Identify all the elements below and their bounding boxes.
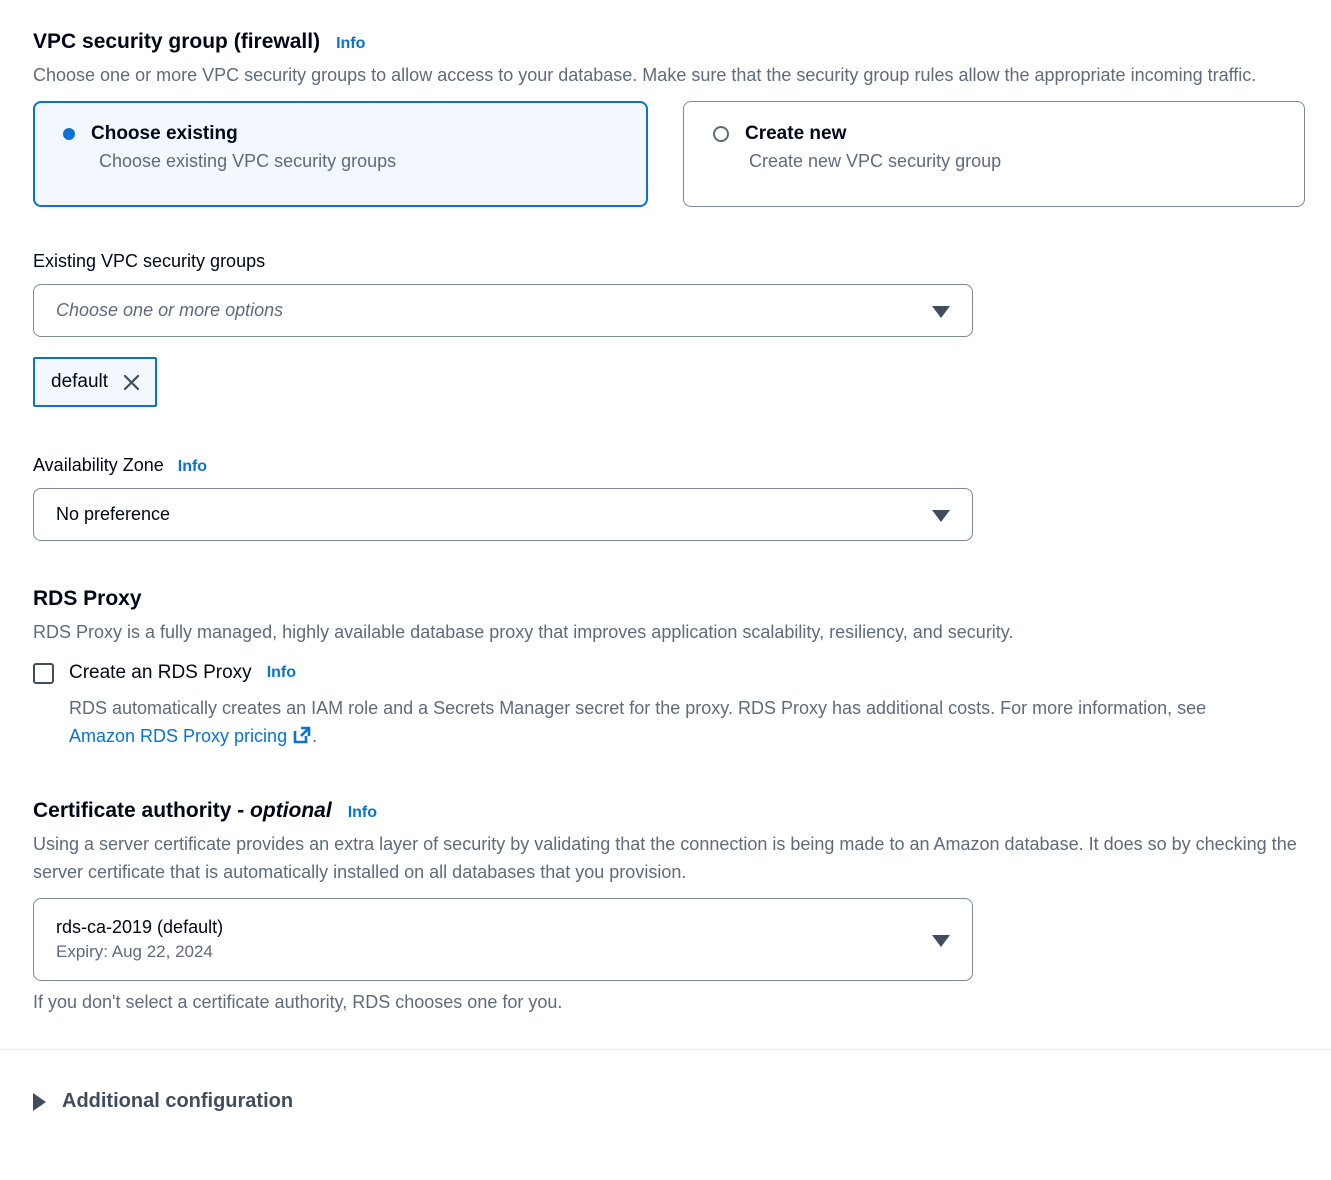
- availability-zone-label: Availability Zone: [33, 455, 164, 475]
- rds-proxy-checkbox[interactable]: [33, 663, 54, 684]
- rds-proxy-pricing-link[interactable]: Amazon RDS Proxy pricing: [69, 726, 288, 746]
- certificate-authority-description: Using a server certificate provides an extra layer of security by validating that the connection is being made to an Amazon database. It does so by checking the server certificate that is automatically installed on all databases that you provision.: [33, 834, 1297, 882]
- availability-zone-value: No preference: [56, 504, 171, 524]
- certificate-authority-title: Certificate authority - optional: [33, 799, 332, 822]
- expand-arrow-icon: [33, 1093, 46, 1111]
- certificate-authority-footnote: If you don't select a certificate authority, RDS chooses one for you.: [33, 992, 563, 1012]
- caret-down-icon: [932, 306, 950, 318]
- rds-proxy-info-link[interactable]: Info: [266, 664, 297, 681]
- caret-down-icon: [932, 510, 950, 522]
- vpc-security-group-info-link[interactable]: Info: [336, 35, 366, 52]
- certificate-authority-value: rds-ca-2019 (default): [56, 917, 224, 937]
- section-divider: [0, 1049, 1331, 1050]
- vpc-security-group-options: [33, 101, 1305, 207]
- availability-zone-select[interactable]: [33, 488, 973, 541]
- existing-groups-label: Existing VPC security groups: [33, 251, 266, 271]
- choose-existing-description: Choose existing VPC security groups: [99, 151, 397, 171]
- optional-flag: optional: [250, 799, 332, 822]
- vpc-security-group-title: VPC security group (firewall): [33, 30, 321, 53]
- caret-down-icon: [932, 935, 950, 947]
- certificate-authority-info-link[interactable]: Info: [347, 804, 378, 821]
- vpc-security-group-header: [33, 30, 1305, 54]
- create-new-description: Create new VPC security group: [749, 151, 1002, 171]
- rds-proxy-checkbox-label: Create an RDS Proxy: [69, 662, 252, 683]
- rds-proxy-help-after: .: [312, 726, 318, 746]
- certificate-authority-select[interactable]: [33, 898, 973, 981]
- create-new-row: [713, 123, 1304, 145]
- rds-proxy-title: RDS Proxy: [33, 587, 142, 610]
- security-group-token: [33, 357, 157, 407]
- additional-configuration-expander[interactable]: [33, 1090, 1305, 1113]
- existing-groups-placeholder: Choose one or more options: [56, 300, 284, 320]
- external-link-icon[interactable]: [292, 725, 312, 753]
- certificate-authority-header: [33, 799, 1305, 823]
- rds-proxy-header: [33, 587, 1305, 611]
- radio-checked-icon[interactable]: [63, 128, 75, 140]
- security-group-token-label: default: [51, 371, 109, 392]
- vpc-security-group-description: Choose one or more VPC security groups to allow access to your database. Make sure that the security group rules allow the appropriate incoming traffic.: [33, 65, 1257, 85]
- choose-existing-card[interactable]: [33, 101, 648, 207]
- create-new-card[interactable]: [683, 101, 1305, 207]
- availability-zone-header: [33, 455, 1305, 476]
- choose-existing-label: Choose existing: [91, 123, 238, 144]
- radio-unchecked-icon[interactable]: [713, 126, 729, 142]
- availability-zone-info-link[interactable]: Info: [177, 458, 208, 475]
- existing-groups-select[interactable]: [33, 284, 973, 337]
- dismiss-icon[interactable]: [122, 373, 141, 392]
- rds-proxy-help-before: RDS automatically creates an IAM role and a Secrets Manager secret for the proxy. RDS Proxy has additional costs. For more information, see: [69, 698, 1207, 718]
- create-new-label: Create new: [745, 123, 847, 144]
- rds-proxy-help-text: [69, 694, 1264, 753]
- certificate-authority-expiry: Expiry: Aug 22, 2024: [56, 942, 213, 961]
- rds-proxy-description: RDS Proxy is a fully managed, highly available database proxy that improves application scalability, resiliency, and security.: [33, 622, 1014, 642]
- additional-configuration-label: Additional configuration: [62, 1090, 294, 1112]
- rds-proxy-checkbox-row: [33, 662, 1305, 684]
- choose-existing-row: [63, 123, 646, 145]
